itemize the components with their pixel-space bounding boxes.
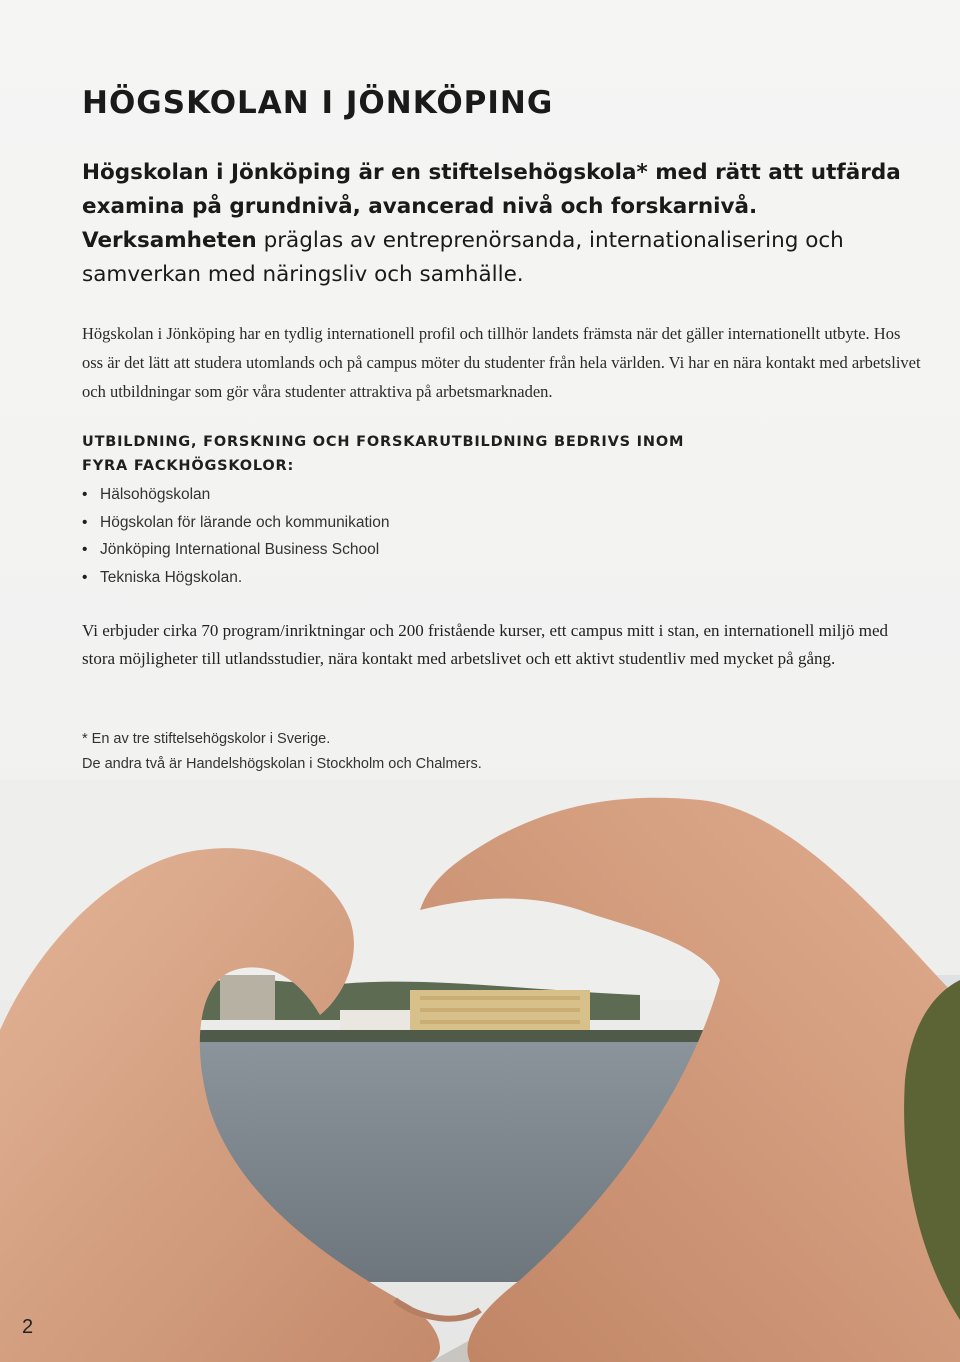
- lead-regular-text: präglas av entreprenörsanda, internationalisering och samverkan med näringsliv och samhälle.: [82, 228, 844, 287]
- heart-hands-icon: [0, 780, 960, 1362]
- bullet-icon: •: [82, 486, 88, 503]
- list-item: [82, 536, 390, 564]
- bullet-icon: •: [82, 513, 88, 531]
- page-title: HÖGSKOLAN I JÖNKÖPING: [82, 85, 554, 121]
- bullet-icon: •: [82, 541, 88, 559]
- school-name: Tekniska Högskolan.: [100, 569, 243, 587]
- list-item: [82, 509, 390, 537]
- schools-heading-line2: FYRA FACKHÖGSKOLOR:: [82, 458, 295, 474]
- school-name: Hälsohögskolan: [100, 486, 211, 503]
- lead-bold-text: Högskolan i Jönköping är en stiftelsehögskola* med rätt att utfärda examina på grundnivå, avancerad nivå och forskarnivå. Verksamheten: [82, 160, 901, 253]
- schools-heading: [82, 430, 782, 478]
- lead-paragraph: [82, 156, 922, 292]
- schools-list: [82, 481, 390, 592]
- school-name: Jönköping International Business School: [100, 541, 380, 559]
- footnote-line2: De andra två är Handelshögskolan i Stockholm och Chalmers.: [82, 756, 482, 772]
- list-item: [82, 481, 390, 509]
- intro-paragraph: Högskolan i Jönköping har en tydlig internationell profil och tillhör landets främsta när det gäller internationellt utbyte. Hos oss är det lätt att studera utomlands och på campus möter du studenter från hela världen. Vi har en nära kontakt med arbetslivet och utbildningar som gör våra studenter attraktiva på arbetsmarknaden.: [82, 324, 921, 401]
- schools-heading-line1: UTBILDNING, FORSKNING OCH FORSKARUTBILDNING BEDRIVS INOM: [82, 434, 685, 450]
- school-name: Högskolan för lärande och kommunikation: [100, 513, 390, 531]
- bullet-icon: •: [82, 569, 88, 587]
- footnote-line1: * En av tre stiftelsehögskolor i Sverige.: [82, 731, 331, 747]
- list-item: [82, 564, 390, 592]
- offer-paragraph: Vi erbjuder cirka 70 program/inriktningar och 200 fristående kurser, ett campus mitt i stan, en internationell miljö med stora möjligheter till utlandsstudier, nära kontakt med arbetslivet och ett aktivt studentliv med mycket på gång.: [82, 621, 889, 668]
- page-number: 2: [22, 1316, 34, 1338]
- footnote: [82, 727, 482, 777]
